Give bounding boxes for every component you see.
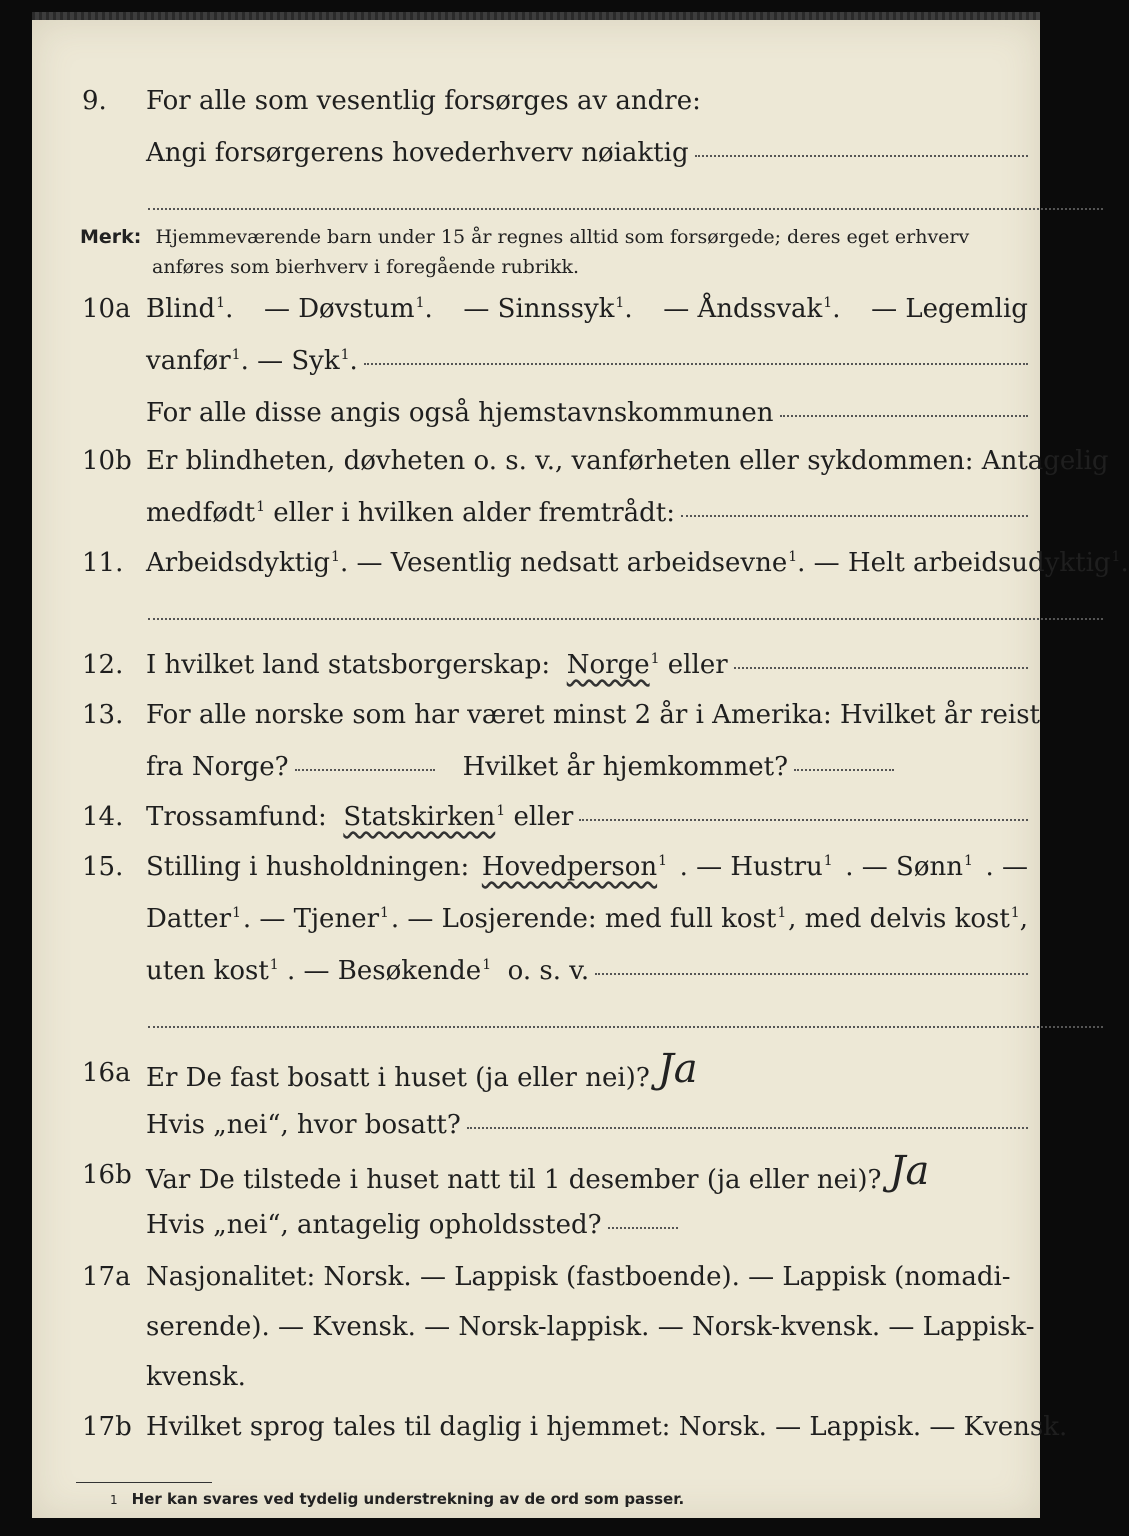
q14-eller: eller [513, 802, 574, 832]
option-datter[interactable]: Datter [146, 904, 232, 934]
option-blind[interactable]: Blind [146, 294, 216, 324]
q15-number: 15. [82, 852, 124, 882]
q10a-line3 [0, 392, 1054, 434]
option-losjerende-full-kost[interactable]: . — Losjerende: med full kost [390, 904, 777, 934]
q17a-line1 [0, 1256, 1054, 1298]
q10b-number: 10b [82, 446, 132, 476]
option-arbeidsdyktig[interactable]: Arbeidsdyktig [146, 548, 331, 578]
q10b-answer-field[interactable] [681, 515, 1028, 517]
q13-number: 13. [82, 700, 124, 730]
option-vanfor[interactable]: vanfør [146, 346, 231, 376]
q16b-line1 [0, 1148, 1054, 1196]
q10b-alder-label: eller i hvilken alder fremtrådt: [273, 498, 676, 528]
option-hustru[interactable]: . — Hustru [679, 852, 823, 882]
q13-reist-label: fra Norge? [146, 752, 289, 782]
q17a-text1: Nasjonalitet: Norsk. — Lappisk (fastboende). — Lappisk (nomadi- [146, 1262, 1011, 1292]
q15-text: Stilling i husholdningen: [146, 852, 470, 882]
option-hovedperson-underlined[interactable]: Hovedperson [481, 852, 658, 882]
q10b-line2: medfødt 1 eller i hvilken alder fremtrådt: [0, 492, 1054, 534]
footnote [110, 1490, 684, 1508]
q16a-text: Er De fast bosatt i huset (ja eller nei)? [146, 1063, 650, 1093]
q15-line2: Datter$^1$ . — Tjener$^1$ . — Losjerende: med full kost$^1$ , med delvis kost$^1$, [146, 904, 1028, 934]
q16a-line1 [0, 1046, 1054, 1094]
q11-line: 11. Arbeidsdyktig 1 . — Vesentlig nedsatt arbeidsevne 1 . — Helt arbeidsudyktig 1 . [0, 542, 1054, 584]
option-medfodt[interactable]: medfødt [146, 498, 256, 528]
q9-line2 [0, 132, 1054, 174]
q16b-handwritten-answer[interactable]: Ja [889, 1148, 930, 1194]
q15-osv: o. s. v. [507, 956, 590, 986]
option-syk[interactable]: — Syk [257, 346, 340, 376]
q10a-line2: vanfør 1 . — Syk 1 . [0, 340, 1054, 382]
q17a-line3 [0, 1356, 1054, 1398]
q14-line: 14. Trossamfund: Statskirken 1 eller [0, 796, 1054, 838]
q17b-text: Hvilket sprog tales til daglig i hjemmet: Norsk. — Lappisk. — Kvensk. [146, 1412, 1068, 1442]
option-nedsatt[interactable]: . — Vesentlig nedsatt arbeidsevne [339, 548, 788, 578]
q16b-text: Var De tilstede i huset natt til 1 desember (ja eller nei)? [146, 1165, 882, 1195]
q13-line1 [0, 694, 1054, 736]
q10b-text: Er blindheten, døvheten o. s. v., vanførheten eller sykdommen: Antagelig [146, 446, 1109, 476]
q12-text: I hvilket land statsborgerskap: [146, 650, 551, 680]
option-sonn[interactable]: . — Sønn [845, 852, 963, 882]
q14-answer-field[interactable] [579, 819, 1028, 821]
option-legemlig[interactable]: — Legemlig [871, 294, 1028, 324]
footnote-mark: 1 [110, 1493, 118, 1507]
q17a-number: 17a [82, 1262, 131, 1292]
q14-number: 14. [82, 802, 124, 832]
q16a-line2 [0, 1104, 1054, 1146]
q13-line2 [0, 746, 1054, 788]
q17a-text2: serende). — Kvensk. — Norsk-lappisk. — Norsk-kvensk. — Lappisk- [146, 1312, 1035, 1342]
q13-hjemkommet-label: Hvilket år hjemkommet? [462, 752, 789, 782]
q16a-bosatt-label: Hvis „nei“, hvor bosatt? [146, 1110, 461, 1140]
q9-occupation-label: Angi forsørgerens hovederhverv nøiaktig [146, 138, 689, 168]
q12-answer-field[interactable] [734, 667, 1028, 669]
option-statskirken-underlined[interactable]: Statskirken [343, 802, 496, 832]
q10a-number: 10a [82, 294, 131, 324]
q15-line3: uten kost 1 . — Besøkende 1 o. s. v. [0, 950, 1054, 992]
q12-number: 12. [82, 650, 124, 680]
q9-text: For alle som vesentlig forsørges av andre: [146, 86, 701, 116]
q10a-answer-field[interactable] [364, 363, 1028, 365]
q12-eller: eller [667, 650, 728, 680]
option-tjener[interactable]: . — Tjener [242, 904, 380, 934]
q16b-number: 16b [82, 1160, 132, 1190]
q13-reist-field[interactable] [295, 769, 435, 771]
footnote-text: Her kan svares ved tydelig understrekning av de ord som passer. [131, 1490, 685, 1508]
option-uten-kost[interactable]: uten kost [146, 956, 269, 986]
q13-text: For alle norske som har været minst 2 år i Amerika: Hvilket år reist [146, 700, 1040, 730]
option-arbeidsudyktig[interactable]: . — Helt arbeidsudyktig [797, 548, 1111, 578]
q17b-number: 17b [82, 1412, 132, 1442]
q16a-bosatt-field[interactable] [467, 1127, 1028, 1129]
q16a-handwritten-answer[interactable]: Ja [657, 1046, 698, 1092]
q15-answer-line[interactable] [148, 1026, 1103, 1028]
option-delvis-kost[interactable]: , med delvis kost [788, 904, 1010, 934]
option-dovstum[interactable]: — Døvstum [263, 294, 415, 324]
q9-number: 9. [82, 86, 107, 116]
merk-text2: anføres som bierhverv i foregående rubrikk. [152, 256, 580, 278]
q10a-line1: 10a Blind$^1$. — Døvstum$^1$. — Sinnssyk$^1$. — Åndssvak$^1$. — Legemlig [0, 288, 1054, 330]
q16b-opholdssted-field[interactable] [608, 1227, 678, 1229]
q17b-line [0, 1406, 1068, 1448]
q9-answer-field[interactable] [695, 155, 1028, 157]
q12-line: 12. I hvilket land statsborgerskap: Norge 1 eller [0, 644, 1054, 686]
q9-answer-line[interactable] [148, 208, 1103, 210]
q16b-opholdssted-label: Hvis „nei“, antagelig opholdssted? [146, 1210, 602, 1240]
footnote-rule [76, 1482, 212, 1483]
q11-number: 11. [82, 548, 124, 578]
merk-note [80, 222, 1103, 282]
q15-answer-field[interactable] [595, 973, 1028, 975]
q16a-number: 16a [82, 1058, 131, 1088]
option-norge-underlined[interactable]: Norge [566, 650, 650, 680]
q16b-line2 [0, 1204, 1054, 1246]
q10a-hjemstavn-label: For alle disse angis også hjemstavnskommunen [146, 398, 774, 428]
q14-text: Trossamfund: [146, 802, 327, 832]
q17a-line2 [0, 1306, 1054, 1348]
merk-label: Merk: [80, 226, 142, 248]
option-andssvak[interactable]: — Åndssvak [663, 294, 823, 324]
q13-hjemkommet-field[interactable] [794, 769, 894, 771]
q17a-text3: kvensk. [146, 1362, 246, 1392]
option-besokende[interactable]: . — Besøkende [286, 956, 482, 986]
q15-line1: 15. Stilling i husholdningen: Hovedperson$^1$ . — Hustru$^1$ . — Sønn$^1$ . — [0, 846, 1054, 888]
q10a-hjemstavn-field[interactable] [780, 415, 1028, 417]
merk-text1: Hjemmeværende barn under 15 år regnes alltid som forsørgede; deres eget erhverv [155, 226, 970, 248]
q11-answer-line[interactable] [148, 618, 1103, 620]
option-sinnssyk[interactable]: — Sinnssyk [463, 294, 615, 324]
q9-line1 [0, 80, 1054, 122]
q10b-line1 [0, 440, 1109, 482]
